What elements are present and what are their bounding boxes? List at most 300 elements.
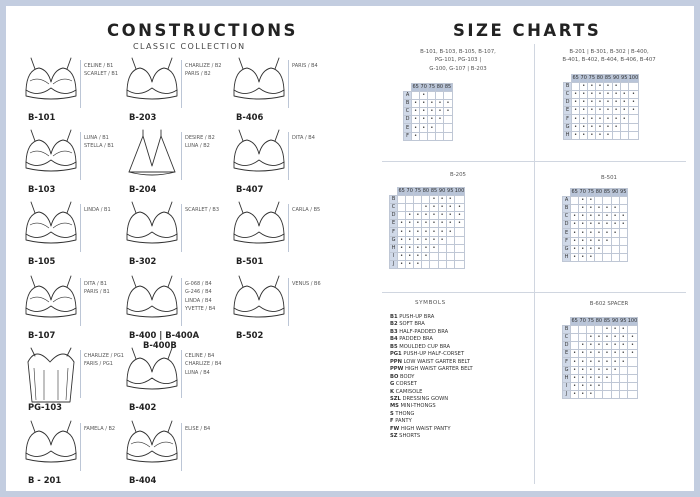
band-size-header: 95 [620, 189, 627, 196]
symbol-entry [390, 418, 473, 425]
symbol-code: SZ [390, 433, 398, 440]
size-available-dot: • [579, 205, 587, 213]
symbol-entry [390, 411, 473, 418]
size-available-dot: • [438, 228, 446, 236]
size-available-dot: • [571, 229, 579, 237]
construction-code: B-406 [236, 112, 264, 122]
cup-size-row [563, 326, 638, 334]
cup-size-row [404, 108, 453, 116]
model-names [84, 280, 110, 297]
size-available-dot: • [595, 366, 603, 374]
grid-corner [563, 189, 571, 197]
cup-size-row [563, 229, 628, 237]
size-available-dot: • [603, 358, 611, 366]
size-available-dot: • [611, 358, 619, 366]
size-available-dot: • [587, 342, 595, 350]
size-available-dot: • [571, 213, 579, 221]
cup-size-label: E [563, 229, 571, 237]
size-available-dot: • [579, 350, 587, 358]
size-available-dot: • [454, 212, 465, 220]
cup-size-row [404, 92, 453, 100]
model-name: DITA / B1 [84, 281, 107, 287]
construction-code: B-101 [28, 112, 56, 122]
symbol-entry [390, 314, 473, 321]
cup-size-label: B [564, 83, 572, 91]
size-available-dot: • [580, 123, 588, 131]
symbol-description: LOW WAIST GARTER BELT [401, 358, 470, 365]
cup-size-row [564, 123, 639, 131]
size-available-dot: • [620, 99, 628, 107]
size-cell [444, 116, 452, 124]
size-cell [619, 245, 627, 253]
size-cell [420, 132, 428, 140]
size-available-dot: • [620, 91, 628, 99]
size-available-dot: • [571, 253, 579, 261]
size-available-dot: • [579, 213, 587, 221]
size-available-dot: • [420, 100, 428, 108]
size-available-dot: • [595, 350, 603, 358]
symbol-code: B5 [390, 343, 398, 350]
cup-size-row [564, 99, 639, 107]
model-name: STELLA / B1 [84, 143, 114, 150]
size-cell [454, 244, 465, 252]
size-available-dot: • [604, 99, 612, 107]
size-cell [414, 204, 422, 212]
size-available-dot: • [579, 342, 587, 350]
construction-code: B - 201 [28, 475, 62, 485]
cup-size-row [390, 220, 465, 228]
size-available-dot: • [612, 99, 620, 107]
size-available-dot: • [620, 107, 628, 115]
size-cell [444, 92, 452, 100]
cup-size-row [563, 350, 638, 358]
symbol-description: HIGH WAIST PANTY [399, 425, 451, 432]
cup-size-label: E [563, 350, 571, 358]
size-available-dot: • [422, 212, 430, 220]
size-cell [628, 123, 639, 131]
cup-size-label: C [390, 204, 398, 212]
size-available-dot: • [572, 99, 580, 107]
size-cell [454, 236, 465, 244]
size-available-dot: • [414, 260, 422, 268]
size-chart-grid [403, 83, 453, 141]
symbol-description: MOULDED CUP BRA [397, 343, 451, 350]
size-cell [446, 252, 454, 260]
size-available-dot: • [587, 245, 595, 253]
size-available-dot: • [438, 236, 446, 244]
item-divider [181, 204, 182, 252]
cup-size-row [404, 124, 453, 132]
band-size-header: 80 [422, 188, 430, 195]
size-available-dot: • [572, 115, 580, 123]
size-cell [454, 252, 465, 260]
size-available-dot: • [595, 382, 603, 390]
size-cell [627, 366, 638, 374]
band-size-header: 80 [595, 189, 603, 196]
size-available-dot: • [571, 221, 579, 229]
construction-code: B-203 [129, 112, 157, 122]
cup-size-row [563, 205, 628, 213]
size-available-dot: • [406, 260, 414, 268]
size-available-dot: • [580, 83, 588, 91]
size-available-dot: • [422, 252, 430, 260]
size-available-dot: • [412, 132, 420, 140]
size-available-dot: • [572, 131, 580, 139]
size-cell [611, 253, 619, 261]
size-available-dot: • [628, 107, 639, 115]
size-cell [595, 390, 603, 398]
size-available-dot: • [398, 228, 406, 236]
model-name: LUNA / B1 [84, 135, 109, 141]
size-available-dot: • [571, 390, 579, 398]
size-cell [444, 132, 452, 140]
size-available-dot: • [595, 221, 603, 229]
symbol-description: BODY [398, 373, 415, 380]
size-available-dot: • [428, 100, 436, 108]
size-available-dot: • [628, 99, 639, 107]
size-cell [619, 253, 627, 261]
construction-code: B-502 [236, 330, 264, 340]
size-available-dot: • [603, 342, 611, 350]
size-cell [428, 92, 436, 100]
size-cell [428, 132, 436, 140]
item-divider [288, 132, 289, 180]
size-available-dot: • [430, 220, 438, 228]
size-chart-title [378, 171, 538, 179]
cup-size-row [563, 334, 638, 342]
cup-size-row [390, 236, 465, 244]
cup-size-label: D [390, 212, 398, 220]
size-cell [454, 228, 465, 236]
symbol-description: SOFT BRA [397, 321, 425, 328]
band-size-header: 80 [596, 75, 604, 82]
size-chart-title-line: B-501 [601, 175, 617, 181]
size-cell [611, 245, 619, 253]
size-available-dot: • [430, 212, 438, 220]
size-available-dot: • [596, 83, 604, 91]
symbol-code: S [390, 410, 394, 417]
size-available-dot: • [571, 358, 579, 366]
symbol-code: K [390, 388, 395, 395]
size-available-dot: • [611, 334, 619, 342]
size-cell [579, 334, 587, 342]
symbol-description: THONG [393, 410, 415, 417]
size-available-dot: • [398, 220, 406, 228]
size-available-dot: • [588, 107, 596, 115]
band-size-header: 90 [611, 189, 619, 196]
size-available-dot: • [619, 350, 627, 358]
size-available-dot: • [612, 123, 620, 131]
model-name: LINDA / B1 [84, 207, 111, 213]
band-size-header: 90 [438, 188, 446, 195]
size-available-dot: • [438, 204, 446, 212]
cup-size-label: C [563, 213, 571, 221]
size-available-dot: • [430, 196, 438, 204]
size-available-dot: • [619, 213, 627, 221]
size-cell [620, 123, 628, 131]
size-available-dot: • [572, 91, 580, 99]
size-cell [406, 196, 414, 204]
band-size-header: 85 [430, 188, 438, 195]
symbol-entry [390, 426, 473, 433]
size-available-dot: • [595, 205, 603, 213]
size-available-dot: • [595, 245, 603, 253]
band-size-header: 100 [627, 318, 638, 325]
symbol-description: PADDED BRA [397, 336, 433, 343]
construction-code-secondary: B-400B [143, 340, 177, 350]
size-available-dot: • [595, 334, 603, 342]
size-available-dot: • [406, 236, 414, 244]
cup-size-row [390, 212, 465, 220]
cup-size-row [563, 366, 638, 374]
symbol-code: B2 [390, 321, 398, 328]
size-cell [595, 197, 603, 205]
size-available-dot: • [454, 220, 465, 228]
band-size-header: 80 [595, 318, 603, 325]
size-charts-title: SIZE CHARTS [453, 21, 602, 40]
size-chart-title-line: G-100, G-107 | B-203 [429, 65, 487, 72]
size-cell [603, 382, 611, 390]
size-cell [612, 131, 620, 139]
size-available-dot: • [422, 244, 430, 252]
size-available-dot: • [587, 382, 595, 390]
size-available-dot: • [580, 115, 588, 123]
cup-size-row [563, 221, 628, 229]
model-name: DESIRE / B2 [185, 135, 215, 141]
size-cell [628, 83, 639, 91]
cup-size-label: B [390, 196, 398, 204]
model-name: SCARLET / B3 [185, 207, 220, 213]
size-available-dot: • [587, 366, 595, 374]
cup-size-label: C [564, 91, 572, 99]
size-available-dot: • [579, 229, 587, 237]
size-cell [619, 197, 627, 205]
item-divider [80, 204, 81, 252]
size-available-dot: • [579, 374, 587, 382]
band-size-header: 65 [412, 84, 419, 91]
cup-size-label: G [563, 245, 571, 253]
band-size-header: 85 [603, 318, 611, 325]
cup-size-row [564, 83, 639, 91]
cup-size-row [563, 390, 638, 398]
size-available-dot: • [438, 212, 446, 220]
size-cell [422, 196, 430, 204]
size-available-dot: • [587, 390, 595, 398]
cup-size-row [390, 204, 465, 212]
size-available-dot: • [444, 108, 452, 116]
symbol-entry [390, 336, 473, 343]
symbols-title: SYMBOLS [415, 300, 446, 306]
size-cell [611, 382, 619, 390]
size-available-dot: • [604, 131, 612, 139]
size-available-dot: • [587, 253, 595, 261]
size-available-dot: • [412, 100, 420, 108]
size-available-dot: • [588, 131, 596, 139]
model-name: CHARLIZE / PG1 [84, 353, 124, 359]
model-name: G-246 / B4 [185, 289, 212, 296]
cup-size-row [404, 116, 453, 124]
cup-size-row [564, 131, 639, 139]
band-size-header: 75 [428, 84, 436, 91]
size-available-dot: • [420, 124, 428, 132]
symbol-code: FW [390, 425, 400, 432]
size-cell [398, 212, 406, 220]
band-size-header: 80 [436, 84, 444, 91]
size-available-dot: • [604, 107, 612, 115]
size-available-dot: • [412, 116, 420, 124]
symbol-description: PUSH-UP BRA [397, 314, 435, 320]
symbol-code: SZL [390, 395, 401, 402]
item-divider [80, 278, 81, 326]
symbol-entry [390, 396, 473, 403]
model-name: PARIS / B4 [292, 63, 318, 69]
size-cell [619, 390, 627, 398]
construction-code: B-400 | B-400A [129, 330, 200, 340]
size-available-dot: • [619, 342, 627, 350]
symbol-description: DRESSING GOWN [400, 395, 449, 402]
size-available-dot: • [422, 220, 430, 228]
size-chart-title [378, 48, 538, 73]
model-names [185, 425, 210, 433]
band-size-header: 75 [588, 75, 596, 82]
size-available-dot: • [587, 197, 595, 205]
item-divider [181, 132, 182, 180]
size-chart-title-line: B-205 [450, 172, 466, 178]
symbol-code: MS [390, 403, 399, 410]
cup-size-row [404, 132, 453, 140]
size-available-dot: • [572, 107, 580, 115]
size-cell [430, 260, 438, 268]
size-available-dot: • [438, 220, 446, 228]
construction-code: B-204 [129, 184, 157, 194]
size-available-dot: • [588, 91, 596, 99]
size-chart-title-line: B-401, B-402, B-404, B-406, B-407 [562, 57, 656, 64]
band-size-header: 75 [587, 318, 595, 325]
cup-size-row [564, 107, 639, 115]
cup-size-label: E [404, 124, 412, 132]
size-available-dot: • [595, 229, 603, 237]
band-size-header: 100 [628, 75, 639, 82]
cup-size-label: F [563, 358, 571, 366]
size-chart-title-line: B-602 SPACER [589, 301, 629, 307]
symbol-description: CAMISOLE [394, 388, 423, 395]
band-size-header: 65 [571, 318, 578, 325]
cup-size-label: H [563, 374, 571, 382]
size-cell [446, 260, 454, 268]
symbol-entry [390, 381, 473, 388]
size-cell [611, 374, 619, 382]
model-names [185, 62, 221, 79]
size-available-dot: • [588, 123, 596, 131]
item-divider [181, 60, 182, 108]
size-available-dot: • [611, 221, 619, 229]
size-available-dot: • [406, 252, 414, 260]
cup-size-row [563, 382, 638, 390]
cup-size-label: H [390, 244, 398, 252]
size-available-dot: • [603, 237, 611, 245]
size-cell [595, 253, 603, 261]
size-available-dot: • [580, 107, 588, 115]
cup-size-label: G [564, 123, 572, 131]
size-available-dot: • [430, 228, 438, 236]
symbol-entry [390, 389, 473, 396]
size-available-dot: • [611, 350, 619, 358]
size-cell [627, 390, 638, 398]
size-cell [620, 83, 628, 91]
size-cell [595, 326, 603, 334]
symbol-code: G [390, 381, 395, 388]
size-available-dot: • [580, 99, 588, 107]
symbol-entry [390, 329, 473, 336]
size-cell [628, 131, 639, 139]
construction-code: B-105 [28, 256, 56, 266]
construction-code: B-402 [129, 402, 157, 412]
size-available-dot: • [414, 220, 422, 228]
size-available-dot: • [430, 204, 438, 212]
model-names [292, 134, 315, 142]
size-available-dot: • [446, 204, 454, 212]
size-cell [571, 334, 579, 342]
model-name: LUNA / B4 [185, 369, 210, 376]
model-name: CELINE / B1 [84, 63, 114, 69]
cup-size-row [563, 358, 638, 366]
cup-size-row [390, 260, 465, 268]
size-available-dot: • [430, 236, 438, 244]
model-names [292, 62, 318, 70]
band-size-header: 70 [579, 318, 586, 325]
size-cell [438, 252, 446, 260]
size-available-dot: • [603, 326, 611, 334]
cup-size-label: F [390, 228, 398, 236]
model-name: VENUS / B6 [292, 281, 321, 287]
size-available-dot: • [420, 92, 428, 100]
cup-size-label: I [390, 252, 398, 260]
cup-size-label: J [390, 260, 398, 268]
cup-size-row [390, 252, 465, 260]
size-available-dot: • [603, 374, 611, 382]
model-name: PARIS / B1 [84, 289, 110, 296]
size-cell [446, 236, 454, 244]
cup-size-row [563, 253, 628, 261]
symbol-entry [390, 433, 473, 440]
size-chart-grid [563, 74, 639, 140]
symbol-description: HIGH WAIST GARTER BELT [403, 366, 473, 373]
size-available-dot: • [596, 91, 604, 99]
size-available-dot: • [612, 91, 620, 99]
construction-code: B-501 [236, 256, 264, 266]
size-available-dot: • [571, 374, 579, 382]
model-name: CHARLIZE / B4 [185, 361, 222, 368]
item-divider [288, 60, 289, 108]
symbol-entry [390, 403, 473, 410]
band-size-header: 85 [604, 75, 612, 82]
item-divider [80, 423, 81, 471]
cup-size-label: F [564, 115, 572, 123]
size-chart-title-line: B-201 | B-301, B-302 | B-400, [569, 49, 649, 55]
band-size-header: 70 [579, 189, 586, 196]
size-available-dot: • [571, 350, 579, 358]
cup-size-label: B [563, 326, 571, 334]
cup-size-label: F [563, 237, 571, 245]
size-available-dot: • [619, 334, 627, 342]
band-size-header: 85 [603, 189, 611, 196]
size-cell [436, 124, 444, 132]
cup-size-row [390, 244, 465, 252]
cup-size-row [390, 228, 465, 236]
cup-size-row [564, 115, 639, 123]
size-cell [398, 196, 406, 204]
size-cell [603, 245, 611, 253]
